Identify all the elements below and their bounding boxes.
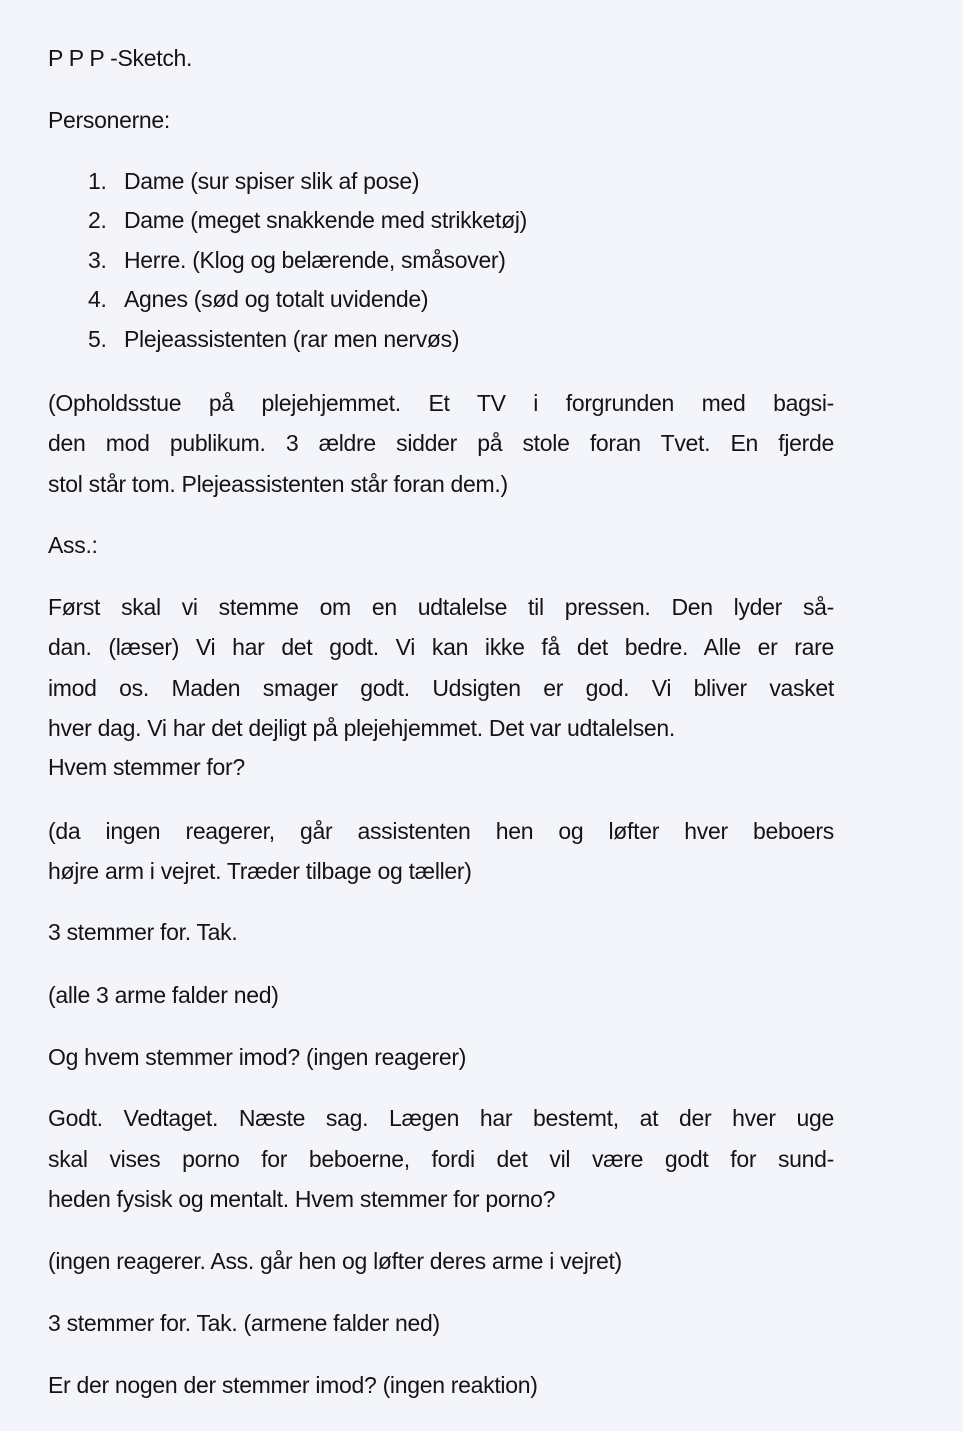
setting-line: (Opholdsstue på plejehjemmet. Et TV i forgrunden med bagsi- (48, 390, 834, 416)
cast-number: 2. (88, 207, 107, 233)
cast-text: Herre. (Klog og belærende, småsover) (124, 247, 506, 273)
cast-item (88, 246, 506, 274)
dialogue-line: Godt. Vedtaget. Næste sag. Lægen har bestemt, at der hver uge (48, 1105, 834, 1131)
dialogue-line: Og hvem stemmer imod? (ingen reagerer) (48, 1044, 467, 1070)
cast-heading: Personerne: (48, 107, 170, 133)
cast-number: 5. (88, 326, 107, 352)
cast-item (88, 285, 428, 313)
document-title: P P P -Sketch. (48, 45, 193, 71)
stage-direction: højre arm i vejret. Træder tilbage og tæller) (48, 858, 472, 884)
dialogue-line: hver dag. Vi har det dejligt på plejehjemmet. Det var udtalelsen. (48, 715, 676, 741)
dialogue-line: Hvem stemmer for? (48, 754, 245, 780)
cast-text: Dame (meget snakkende med strikketøj) (124, 207, 528, 233)
cast-item (88, 167, 419, 195)
cast-text: Dame (sur spiser slik af pose) (124, 168, 420, 194)
cast-text: Plejeassistenten (rar men nervøs) (124, 326, 460, 352)
stage-direction: (ingen reagerer. Ass. går hen og løfter deres arme i vejret) (48, 1248, 622, 1274)
dialogue-line: Først skal vi stemme om en udtalelse til pressen. Den lyder så- (48, 594, 834, 620)
cast-item (88, 206, 527, 234)
dialogue-line: 3 stemmer for. Tak. (armene falder ned) (48, 1310, 440, 1336)
cast-number: 3. (88, 247, 107, 273)
dialogue-line: imod os. Maden smager godt. Udsigten er god. Vi bliver vasket (48, 675, 834, 701)
dialogue-line: heden fysisk og mentalt. Hvem stemmer for porno? (48, 1186, 556, 1212)
stage-direction: (da ingen reagerer, går assistenten hen og løfter hver beboers (48, 818, 834, 844)
cast-number: 1. (88, 168, 107, 194)
cast-text: Agnes (sød og totalt uvidende) (124, 286, 429, 312)
cast-item (88, 325, 459, 353)
dialogue-line: dan. (læser) Vi har det godt. Vi kan ikke få det bedre. Alle er rare (48, 634, 834, 660)
dialogue-line: 3 stemmer for. Tak. (48, 919, 238, 945)
dialogue-line: Er der nogen der stemmer imod? (ingen reaktion) (48, 1372, 538, 1398)
cast-number: 4. (88, 286, 107, 312)
dialogue-line: skal vises porno for beboerne, fordi det vil være godt for sund- (48, 1146, 834, 1172)
setting-line: stol står tom. Plejeassistenten står foran dem.) (48, 471, 508, 497)
setting-line: den mod publikum. 3 ældre sidder på stole foran Tvet. En fjerde (48, 430, 834, 456)
speaker-label: Ass.: (48, 532, 98, 558)
stage-direction: (alle 3 arme falder ned) (48, 982, 279, 1008)
